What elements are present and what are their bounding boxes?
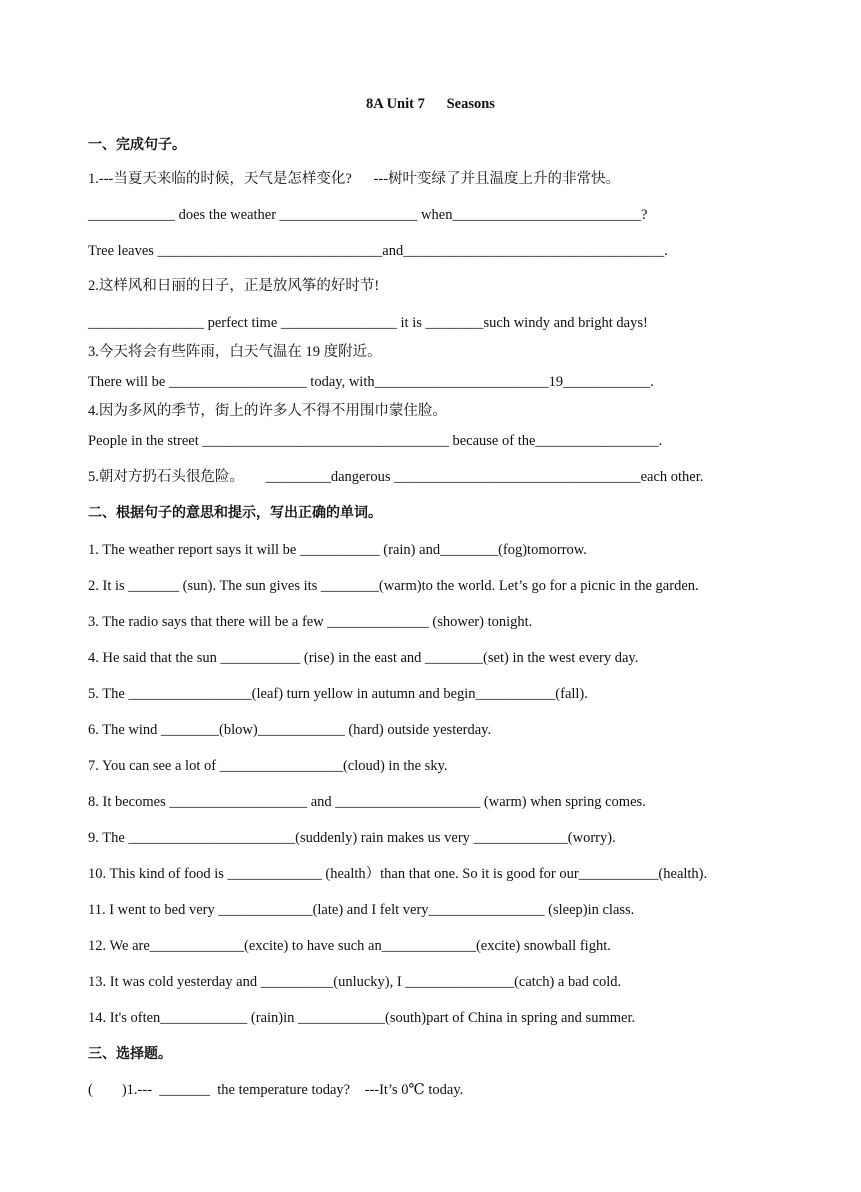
s1-line-7: There will be ___________________ today, with________________________19____________.	[88, 374, 654, 390]
s2-item-14: 14. It's often____________ (rain)in ____________(south)part of China in spring and summer.	[88, 1010, 636, 1026]
s1-line-6: 3.今天将会有些阵雨，白天气温在 19 度附近。	[88, 344, 382, 360]
s2-item-6: 6. The wind ________(blow)____________ (hard) outside yesterday.	[88, 722, 492, 738]
s1-line-4: 2.这样风和日丽的日子，正是放风筝的好时节!	[88, 278, 380, 294]
s2-item-11: 11. I went to bed very _____________(late) and I felt very________________ (sleep)in class.	[88, 902, 635, 918]
s2-item-2: 2. It is _______ (sun). The sun gives its ________(warm)to the world. Let’s go for a picnic in the garden.	[88, 578, 699, 594]
s1-line-1: 1.---当夏天来临的时候，天气是怎样变化? ---树叶变绿了并且温度上升的非常快。	[88, 171, 621, 187]
s1-line-9: People in the street __________________________________ because of the_________________.	[88, 433, 663, 449]
s2-item-13: 13. It was cold yesterday and __________(unlucky), I _______________(catch) a bad cold.	[88, 974, 622, 990]
s2-item-10: 10. This kind of food is _____________ (health）than that one. So it is good for our___________(health).	[88, 866, 708, 882]
s1-line-8: 4.因为多风的季节，街上的许多人不得不用围巾蒙住脸。	[88, 403, 447, 419]
s1-line-10: 5.朝对方扔石头很危险。 _________dangerous __________________________________each other.	[88, 469, 704, 485]
s2-item-9: 9. The _______________________(suddenly) rain makes us very _____________(worry).	[88, 830, 616, 846]
s2-item-7: 7. You can see a lot of _________________(cloud) in the sky.	[88, 758, 448, 774]
s1-line-5: ________________ perfect time ________________ it is ________such windy and bright days!	[88, 315, 648, 331]
s2-item-1: 1. The weather report says it will be ___________ (rain) and________(fog)tomorrow.	[88, 542, 587, 558]
section1-heading: 一、完成句子。	[88, 137, 186, 153]
section3-heading: 三、选择题。	[88, 1046, 172, 1062]
s3-item-1: ( )1.--- _______ the temperature today? ---It’s 0℃ today.	[88, 1082, 464, 1098]
s2-item-5: 5. The _________________(leaf) turn yellow in autumn and begin___________(fall).	[88, 686, 588, 702]
s2-item-12: 12. We are_____________(excite) to have such an_____________(excite) snowball fight.	[88, 938, 611, 954]
page-title: 8A Unit 7 Seasons	[366, 96, 495, 112]
s2-item-8: 8. It becomes ___________________ and ____________________ (warm) when spring comes.	[88, 794, 646, 810]
s1-line-2: ____________ does the weather ___________________ when__________________________?	[88, 207, 648, 223]
s1-line-3: Tree leaves _______________________________and____________________________________.	[88, 243, 668, 259]
section2-heading: 二、根据句子的意思和提示，写出正确的单词。	[88, 505, 382, 521]
s2-item-4: 4. He said that the sun ___________ (rise) in the east and ________(set) in the west every day.	[88, 650, 639, 666]
s2-item-3: 3. The radio says that there will be a few ______________ (shower) tonight.	[88, 614, 533, 630]
